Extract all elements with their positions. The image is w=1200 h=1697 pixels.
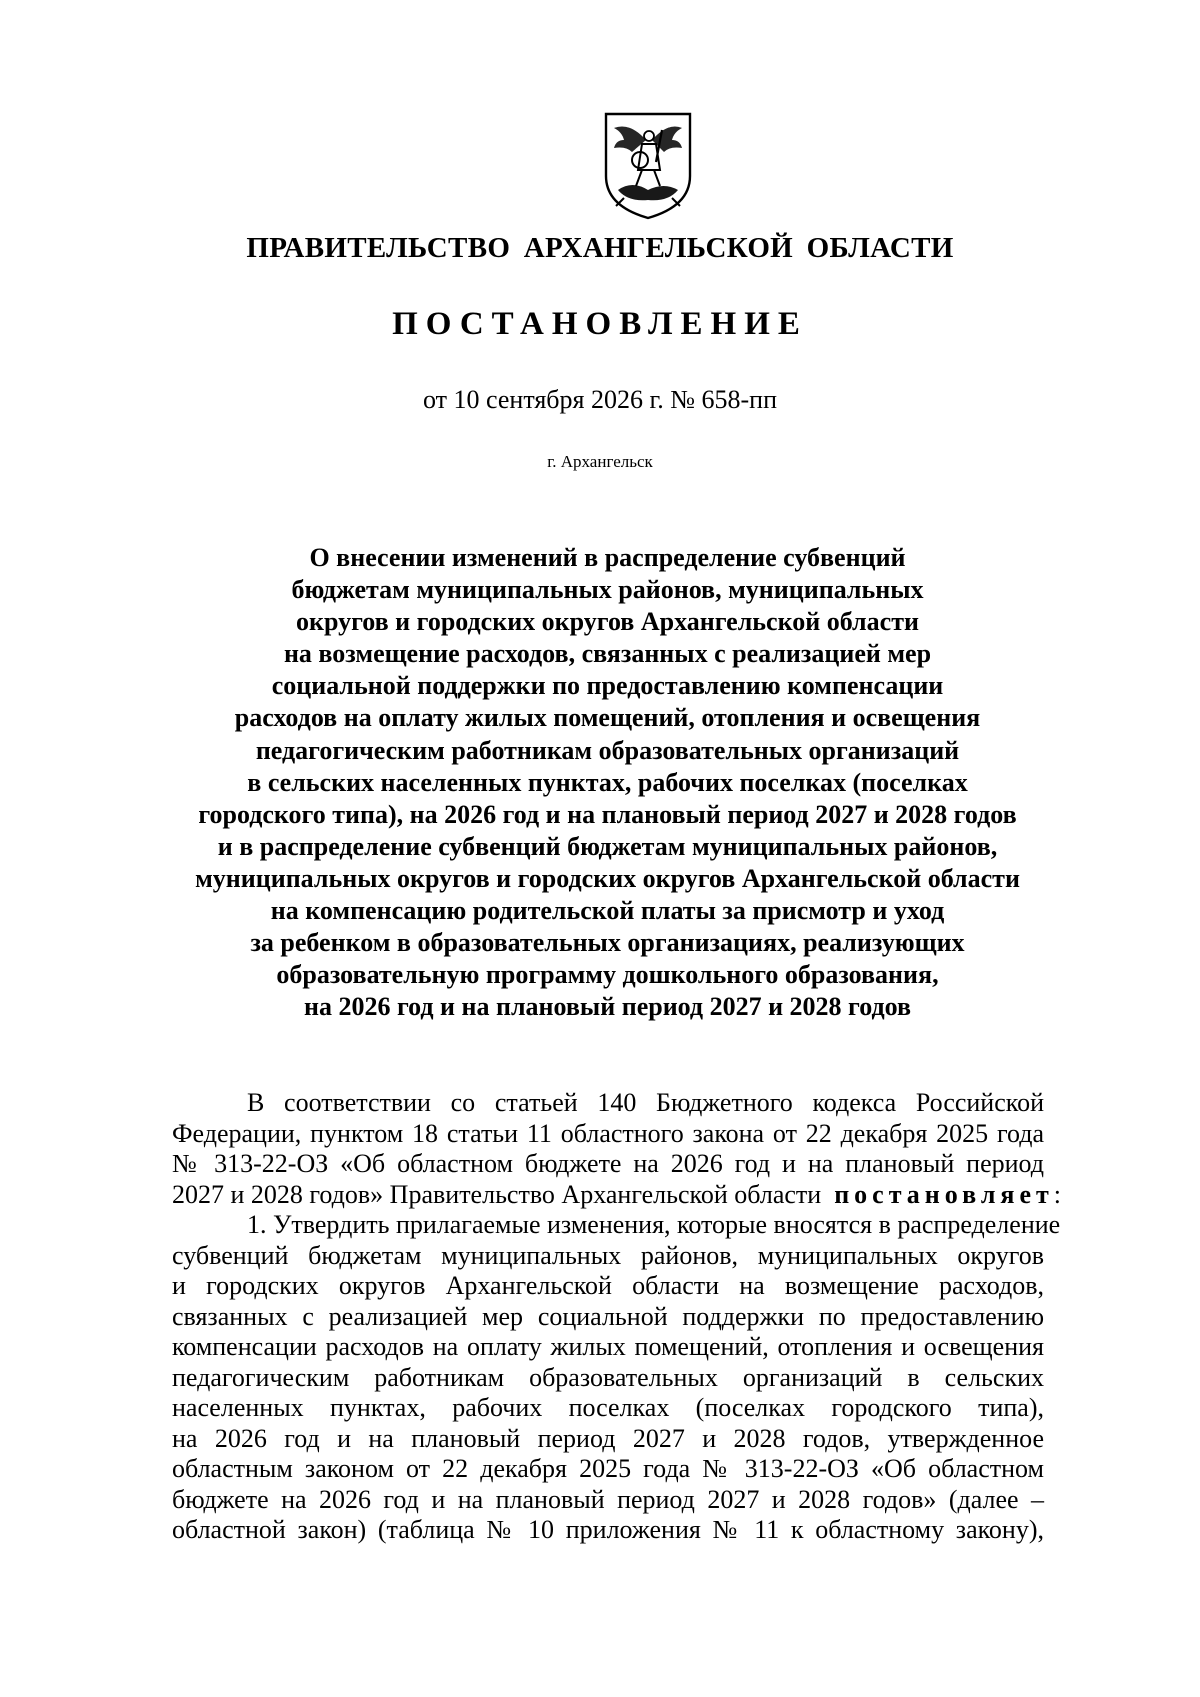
subject-line: социальной поддержки по предоставлению компенсации: [271, 671, 944, 701]
subject-line: и в распределение субвенций бюджетам муниципальных районов,: [217, 831, 998, 861]
subject-line: бюджетам муниципальных районов, муниципальных: [291, 575, 924, 605]
body-line: субвенций бюджетам муниципальных районов, муниципальных округов: [172, 1240, 1044, 1270]
decree-colon: :: [1053, 1179, 1062, 1209]
body-line: Федерации, пунктом 18 статьи 11 областного закона от 22 декабря 2025 года: [172, 1118, 1044, 1148]
body-line: областной закон) (таблица № 10 приложения № 11 к областному закону),: [172, 1515, 1044, 1544]
subject-line: муниципальных округов и городских округов Архангельской области: [195, 863, 1020, 893]
document-type: ПОСТАНОВЛЕНИЕ: [392, 306, 808, 342]
body-line: В соответствии со статьей 140 Бюджетного кодекса Российской: [247, 1088, 1044, 1117]
body-line: связанных с реализацией мер социальной поддержки по предоставлению: [172, 1301, 1044, 1331]
coat-of-arms-icon: [602, 110, 694, 222]
body-line-text: 2027 и 2028 годов» Правительство Архангельской области: [172, 1179, 822, 1209]
subject-line: на 2026 год и на плановый период 2027 и 2028 годов: [303, 992, 912, 1022]
document-date-number: от 10 сентября 2026 г. № 658-пп: [422, 385, 778, 414]
subject-line: округов и городских округов Архангельской области: [296, 607, 919, 637]
subject-line: на возмещение расходов, связанных с реализацией мер: [283, 639, 932, 669]
body-line: и городских округов Архангельской области на возмещение расходов,: [172, 1271, 1044, 1300]
body-line: бюджете на 2026 год и на плановый период 2027 и 2028 годов» (далее –: [172, 1484, 1044, 1514]
subject-line: О внесении изменений в распределение субвенций: [309, 543, 906, 572]
subject-line: расходов на оплату жилых помещений, отопления и освещения: [234, 703, 981, 733]
subject-line: в сельских населенных пунктах, рабочих поселках (поселках: [247, 767, 968, 797]
subject-line: городского типа), на 2026 год и на плановый период 2027 и 2028 годов: [198, 799, 1017, 829]
government-title: ПРАВИТЕЛЬСТВО АРХАНГЕЛЬСКОЙ ОБЛАСТИ: [246, 232, 954, 264]
body-line: населенных пунктах, рабочих поселках (поселках городского типа),: [172, 1393, 1044, 1422]
body-line: на 2026 год и на плановый период 2027 и 2028 годов, утвержденное: [172, 1423, 1044, 1453]
body-line: педагогическим работникам образовательных организаций в сельских: [172, 1362, 1044, 1392]
decree-word: постановляет: [834, 1179, 1054, 1209]
subject-line: образовательную программу дошкольного образования,: [276, 960, 939, 990]
body-line: № 313-22-ОЗ «Об областном бюджете на 2026 год и на плановый период: [172, 1149, 1044, 1178]
document-body: [172, 1088, 1062, 1546]
body-line: областным законом от 22 декабря 2025 года № 313-22-ОЗ «Об областном: [172, 1454, 1044, 1483]
body-line: 1. Утвердить прилагаемые изменения, которые вносятся в распределение: [247, 1210, 1061, 1239]
subject-line: за ребенком в образовательных организациях, реализующих: [250, 928, 965, 958]
body-line: компенсации расходов на оплату жилых помещений, отопления и освещения: [172, 1332, 1044, 1361]
document-city: г. Архангельск: [547, 452, 653, 471]
subject-line: педагогическим работникам образовательных организаций: [255, 735, 960, 765]
document-subject: [180, 542, 1035, 1023]
body-line-decree: [172, 1179, 1062, 1211]
subject-line: на компенсацию родительской платы за присмотр и уход: [270, 896, 945, 926]
